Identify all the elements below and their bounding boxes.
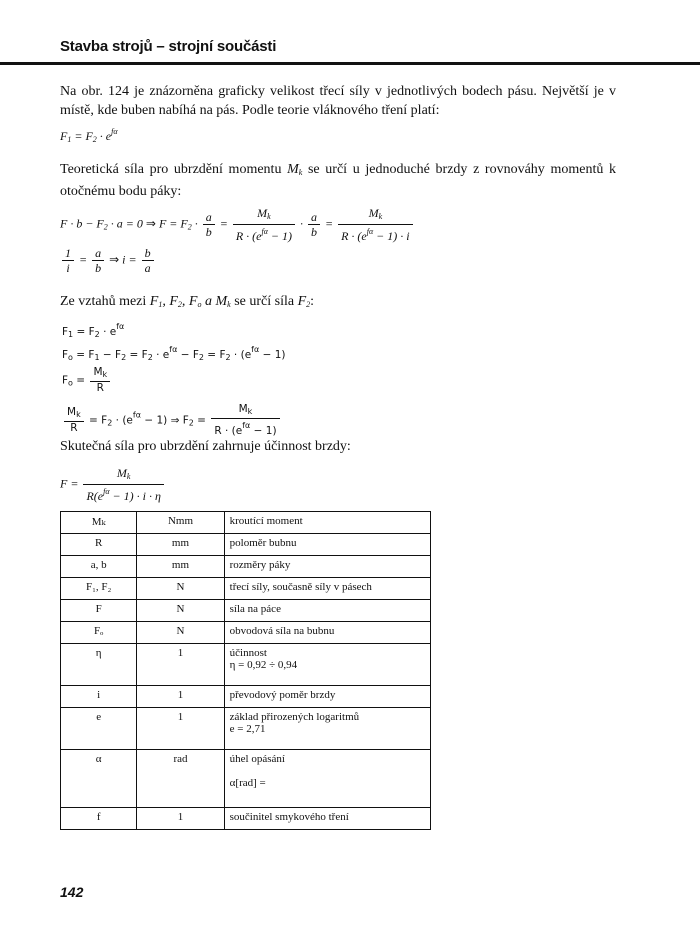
formula-lever-ratio: $\frac{1}{i}$ = $\frac{a}{b}$ ⇒ i = $\frac{b}{a}$ (60, 246, 156, 275)
symbol-cell: η (61, 644, 137, 686)
paragraph-theoretical-force (60, 160, 616, 201)
description-cell (224, 808, 430, 830)
unit-cell: N (137, 622, 224, 644)
unit-cell: rad (137, 750, 224, 808)
description-line: poloměr bubnu (229, 537, 297, 549)
description-cell (224, 644, 430, 686)
description-cell (224, 600, 430, 622)
description-cell (224, 534, 430, 556)
unit-cell: N (137, 578, 224, 600)
description-line: účinnost (229, 647, 267, 659)
description-line: e = 2,71 (229, 723, 266, 735)
table-row (61, 750, 431, 808)
description-cell (224, 578, 430, 600)
symbol-cell: e (61, 708, 137, 750)
symbol-cell: F (61, 600, 137, 622)
formula-f2: $\frac{M_k}{R}$ = $F_2 \cdot (e^{f\alpha} - 1)$ ⇒ $F_2$ = $\frac{M_k}{R \cdot (e^{f\alpha} - 1)}$ (62, 403, 282, 438)
table-row (61, 622, 431, 644)
description-cell (224, 556, 430, 578)
table-row (61, 512, 431, 534)
description-cell (224, 622, 430, 644)
description-line: součinitel smykového tření (229, 811, 349, 823)
description-line: třecí síly, současně síly v pásech (229, 581, 372, 593)
table-row (61, 808, 431, 830)
p2-text-b: se určí u jednoduché brzdy z rovnováhy momentů k otočnému bodu páky: (60, 162, 616, 199)
unit-cell: 1 (137, 686, 224, 708)
symbol-cell: a, b (61, 556, 137, 578)
page-header: Stavba strojů – strojní součásti (60, 38, 277, 55)
paragraph-actual-force: Skutečná síla pro ubrzdění zahrnuje účinnost brzdy: (60, 439, 351, 454)
symbol-mk: $M_k$ (287, 162, 303, 177)
table-row (61, 708, 431, 750)
paragraph-relations: Ze vztahů mezi $F_1$, $F_2$, $F_o$ a $M_k$ se určí síla $F_2$: (60, 294, 315, 309)
unit-cell: 1 (137, 808, 224, 830)
table-row (61, 600, 431, 622)
unit-cell: Nmm (137, 512, 224, 534)
formula-fo: $F_o = F_1 - F_2 = F_2 \cdot e^{f\alpha} - F_2 = F_2 \cdot (e^{f\alpha} - 1)$ (62, 345, 286, 362)
header-rule (0, 62, 700, 65)
description-line: úhel opásání (229, 753, 285, 765)
formula-f1: $F_1 = F_2 \cdot e^{f\alpha}$ (62, 322, 125, 339)
unit-cell: mm (137, 556, 224, 578)
symbol-cell: α (61, 750, 137, 808)
symbol-cell: Mₖ (61, 512, 137, 534)
table-row (61, 534, 431, 556)
symbol-table (60, 511, 431, 830)
description-cell (224, 512, 430, 534)
description-line: α[rad] = (229, 777, 266, 789)
description-line: kroutící moment (229, 515, 303, 527)
page-number: 142 (60, 884, 84, 900)
table-row (61, 686, 431, 708)
formula-fiber-friction: $F_1 = F_2 \cdot e^{f\alpha}$ (60, 127, 118, 144)
description-line: převodový poměr brzdy (229, 689, 336, 701)
unit-cell: 1 (137, 708, 224, 750)
unit-cell: mm (137, 534, 224, 556)
table-row (61, 556, 431, 578)
description-line: rozměry páky (229, 559, 291, 571)
p2-text-a: Teoretická síla pro ubrzdění momentu (60, 162, 288, 177)
description-line: η = 0,92 ÷ 0,94 (229, 659, 298, 671)
symbol-cell: R (61, 534, 137, 556)
unit-cell: 1 (137, 644, 224, 686)
description-cell (224, 686, 430, 708)
table-row (61, 578, 431, 600)
formula-actual-force: F = $\frac{M_k}{R(e^{f\alpha} - 1) \cdot i \cdot \eta}$ (60, 466, 166, 503)
unit-cell: N (137, 600, 224, 622)
formula-lever-balance: $F \cdot b - F_2 \cdot a = 0$ ⇒ $F = F_2$ · $\frac{a}{b}$ = $\frac{M_k}{R \cdot (e^{f\alpha} - 1)}$ · $\frac{a}{b}$ = $\frac{M_k}{R \cdot (e^{f\alpha} - 1) \cdot i}$ (60, 206, 415, 243)
formula-fo-moment: $F_o$ = $\frac{M_k}{R}$ (62, 366, 112, 395)
symbol-cell: Fₒ (61, 622, 137, 644)
symbol-cell: i (61, 686, 137, 708)
symbol-cell: F₁, F₂ (61, 578, 137, 600)
description-cell (224, 750, 430, 808)
description-line: základ přirozených logaritmů (229, 711, 360, 723)
symbol-cell: f (61, 808, 137, 830)
description-line: obvodová síla na bubnu (229, 625, 335, 637)
description-cell (224, 708, 430, 750)
paragraph-intro: Na obr. 124 je znázorněna graficky velikost třecí síly v jednotlivých bodech pásu. Největší je v místě, kde buben nabíhá na pás. Podle teorie vláknového tření platí: (60, 84, 616, 118)
p3-text-a: Ze vztahů mezi (60, 294, 150, 309)
p3-text-b: se určí síla (230, 294, 298, 309)
description-line: síla na páce (229, 603, 281, 615)
description-line (230, 765, 425, 777)
table-row (61, 644, 431, 686)
